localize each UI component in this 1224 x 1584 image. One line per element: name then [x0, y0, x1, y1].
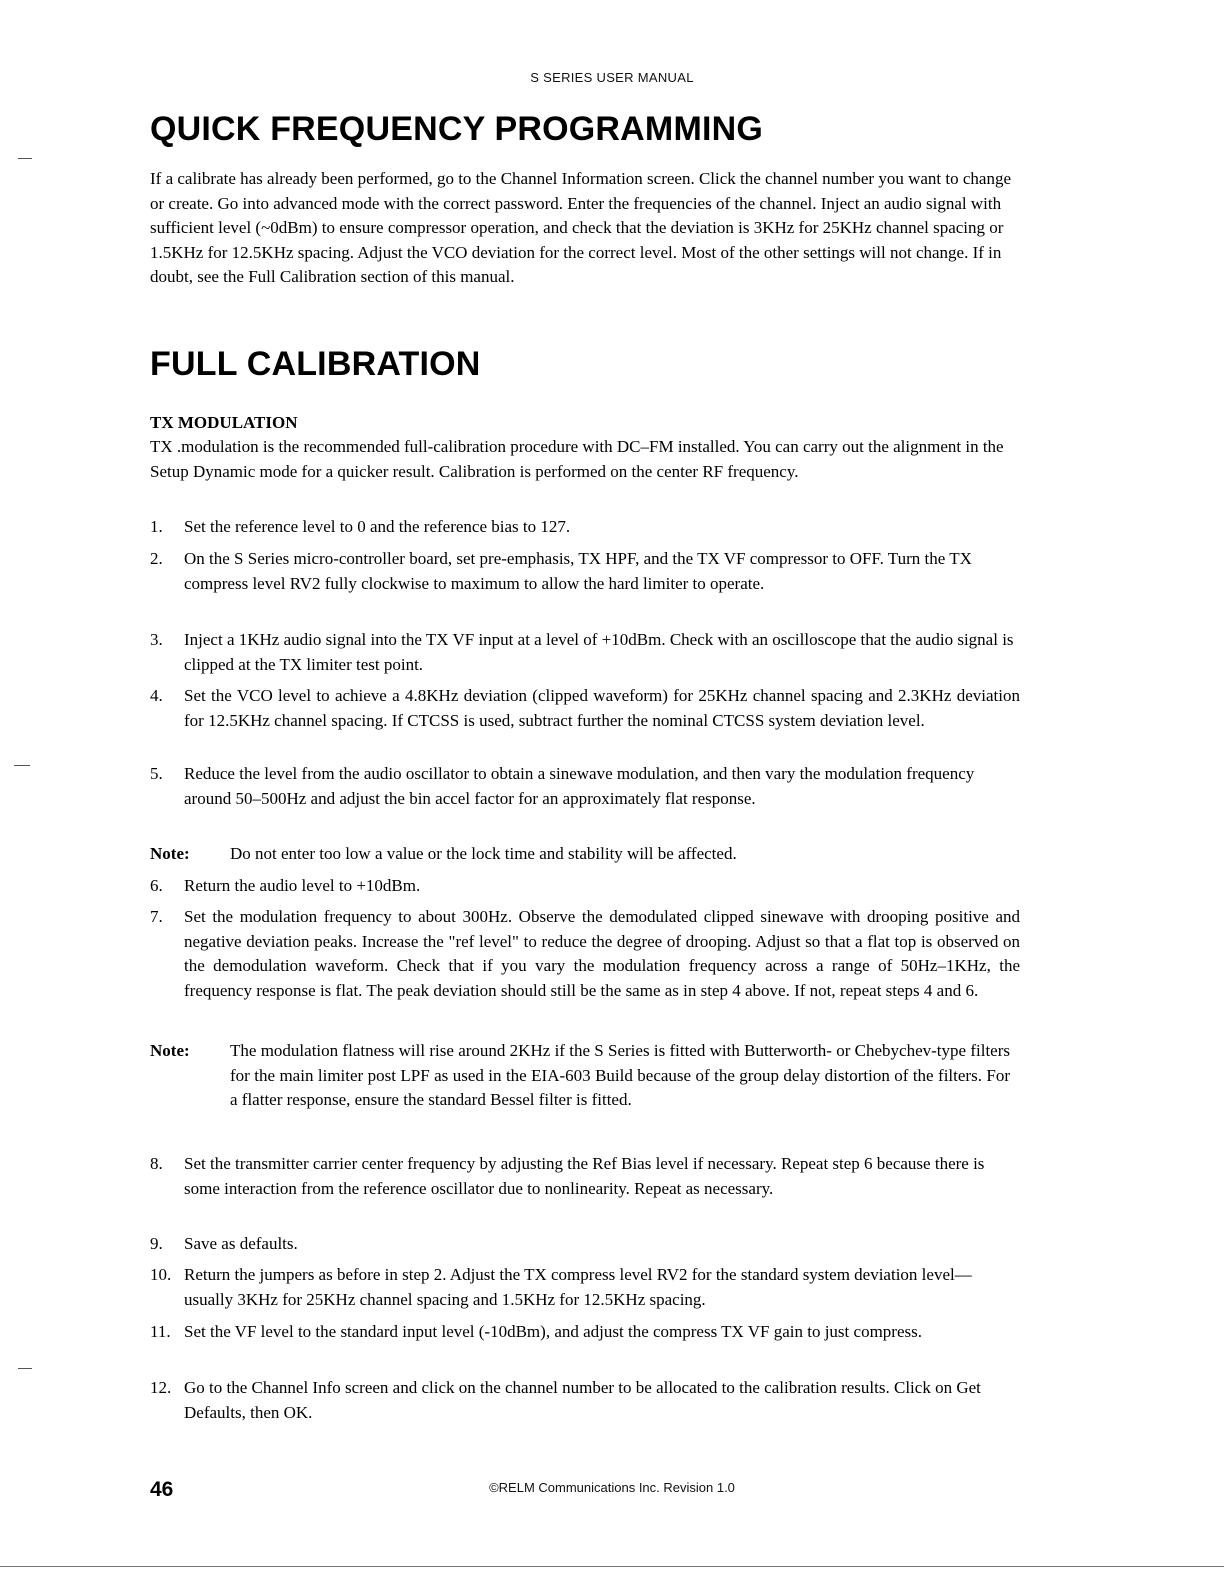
note-text: The modulation flatness will rise around 2KHz if the S Series is fitted with Butterworth- or Chebychev-type filters for the main limiter post LPF as used in the EIA-603 Build because of the group delay distortion of the filters. For a flatter response, ensure the standard Bessel filter is fitted.: [230, 1041, 1010, 1110]
step-text: Set the reference level to 0 and the reference bias to 127.: [184, 517, 571, 536]
step-text: Reduce the level from the audio oscillator to obtain a sinewave modulation, and then vary the modulation frequency around 50–500Hz and adjust the bin accel factor for an approximately flat response.: [184, 764, 975, 808]
list-item: [150, 1320, 1020, 1345]
scan-artifact: [14, 765, 30, 766]
step-number: 10.: [150, 1265, 172, 1284]
list-item: [150, 1376, 1020, 1425]
note-text: Do not enter too low a value or the lock time and stability will be affected.: [230, 844, 737, 863]
list-item: [150, 762, 1020, 811]
note-label: Note:: [150, 844, 190, 863]
list-item: [150, 874, 1020, 899]
list-item: [150, 547, 1020, 596]
step-text: Set the modulation frequency to about 300Hz. Observe the demodulated clipped sinewave with drooping positive and negative deviation peaks. Increase the "ref level" to reduce the degree of drooping. Adjust so that a flat top is observed on the demodulation waveform. Check that if you vary the modulation frequency across a range of 50Hz–1KHz, the frequency response is flat. The peak deviation should still be the same as in step 4 above. If not, repeat steps 4 and 6.: [184, 907, 1020, 1000]
step-number: 6.: [150, 876, 163, 895]
step-text: Save as defaults.: [184, 1234, 298, 1253]
step-number: 8.: [150, 1154, 163, 1173]
scan-artifact: [18, 1368, 32, 1369]
step-number: 12.: [150, 1378, 172, 1397]
quick-programming-paragraph: If a calibrate has already been performed, go to the Channel Information screen. Click the channel number you want to change or create. Go into advanced mode with the correct password. Enter the frequencies of the channel. Inject an audio signal with sufficient level (~0dBm) to ensure compressor operation, and check that the deviation is 3KHz for 25KHz channel spacing or 1.5KHz for 12.5KHz spacing. Adjust the VCO deviation for the correct level. Most of the other settings will not change. If in doubt, see the Full Calibration section of this manual.: [150, 169, 1011, 287]
list-item: [150, 1152, 1020, 1201]
list-item: [150, 684, 1020, 733]
list-item: [150, 515, 1020, 540]
scan-artifact: [18, 158, 32, 159]
step-text: Set the transmitter carrier center frequency by adjusting the Ref Bias level if necessary. Repeat step 6 because there is some interaction from the reference oscillator due to nonlinearity. Repeat as necessary.: [184, 1154, 985, 1198]
step-text: Go to the Channel Info screen and click on the channel number to be allocated to the calibration results. Click on Get Defaults, then OK.: [184, 1378, 981, 1422]
step-text: Return the jumpers as before in step 2. Adjust the TX compress level RV2 for the standard system deviation level—usually 3KHz for 25KHz channel spacing and 1.5KHz for 12.5KHz spacing.: [184, 1265, 972, 1309]
section-title-full-calibration: FULL CALIBRATION: [150, 345, 481, 383]
note-lock-time: [150, 842, 1010, 867]
step-number: 11.: [150, 1322, 171, 1341]
step-text: Set the VCO level to achieve a 4.8KHz deviation (clipped waveform) for 25KHz channel spacing and 2.3KHz deviation for 12.5KHz channel spacing. If CTCSS is used, subtract further the nominal CTCSS system deviation level.: [184, 686, 1020, 730]
step-number: 9.: [150, 1234, 163, 1253]
list-item: [150, 905, 1020, 1003]
list-item: [150, 1232, 1020, 1257]
section-title-quick-frequency: QUICK FREQUENCY PROGRAMMING: [150, 110, 764, 148]
step-text: Set the VF level to the standard input level (-10dBm), and adjust the compress TX VF gain to just compress.: [184, 1322, 922, 1341]
step-number: 7.: [150, 907, 163, 926]
subheading-tx-modulation: TX MODULATION: [150, 413, 298, 432]
step-text: Inject a 1KHz audio signal into the TX VF input at a level of +10dBm. Check with an oscilloscope that the audio signal is clipped at the TX limiter test point.: [184, 630, 1014, 674]
step-text: Return the audio level to +10dBm.: [184, 876, 421, 895]
step-text: On the S Series micro-controller board, set pre-emphasis, TX HPF, and the TX VF compressor to OFF. Turn the TX compress level RV2 fully clockwise to maximum to allow the hard limiter to operate.: [184, 549, 972, 593]
step-number: 4.: [150, 686, 163, 705]
note-label: Note:: [150, 1041, 190, 1060]
page-number: 46: [150, 1478, 174, 1501]
step-number: 5.: [150, 764, 163, 783]
tx-modulation-intro: TX .modulation is the recommended full-calibration procedure with DC–FM installed. You can carry out the alignment in the Setup Dynamic mode for a quicker result. Calibration is performed on the center RF frequency.: [150, 437, 1004, 481]
step-number: 1.: [150, 517, 163, 536]
step-number: 2.: [150, 549, 163, 568]
footer-copyright: ©RELM Communications Inc. Revision 1.0: [489, 1480, 735, 1495]
scan-bottom-edge: [0, 1566, 1224, 1567]
list-item: [150, 1263, 1020, 1312]
running-header: S SERIES USER MANUAL: [530, 70, 694, 85]
list-item: [150, 628, 1020, 677]
note-modulation-flatness: [150, 1039, 1010, 1113]
step-number: 3.: [150, 630, 163, 649]
